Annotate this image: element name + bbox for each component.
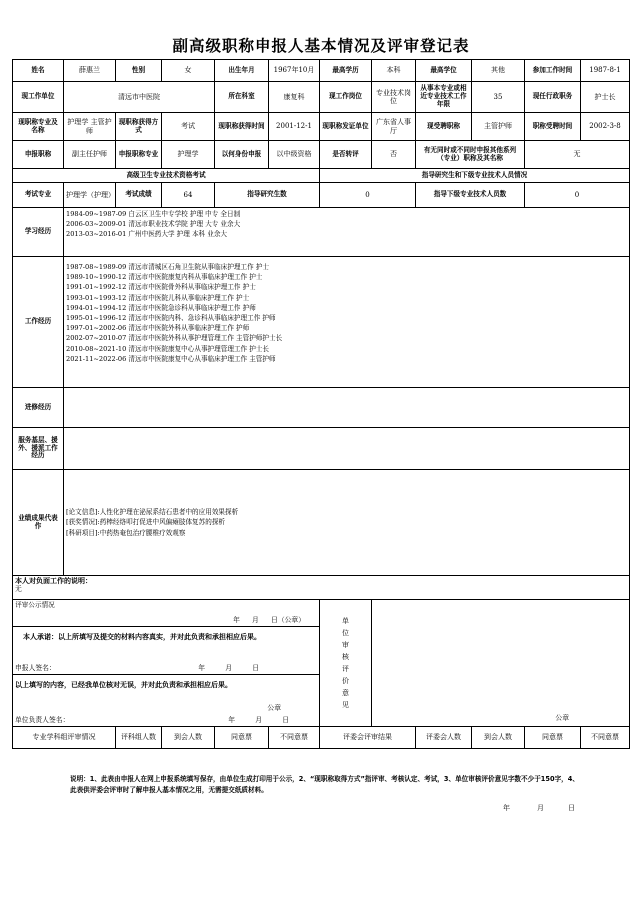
label-expert-review: 专业学科组评审情况 bbox=[13, 727, 116, 749]
label-expert-agree: 同意票 bbox=[215, 727, 269, 749]
label-gender: 性别 bbox=[116, 60, 162, 82]
value-work-start: 1987-8-1 bbox=[581, 60, 630, 82]
label-obtain-time: 现职称获得时间 bbox=[215, 113, 269, 141]
registration-table bbox=[12, 59, 630, 749]
label-committee-review: 评委会评审结果 bbox=[320, 727, 416, 749]
label-work: 工作经历 bbox=[13, 257, 64, 388]
verify-text: 以上填写的内容，已经我单位核对无误，并对此负责和承担相应后果。 bbox=[15, 681, 232, 689]
value-unit: 清远市中医院 bbox=[64, 82, 215, 113]
pledge-cell bbox=[13, 627, 320, 675]
pledge-sign-row: 申报人签名： 年 月 日 bbox=[15, 663, 259, 672]
list-item: 1994-01~1994-12 清远市中医院急诊科从事临床护理工作 护师 bbox=[66, 303, 256, 312]
label-exam-major: 考试专业 bbox=[13, 183, 64, 208]
label-committee-present: 到会人数 bbox=[472, 727, 525, 749]
list-item: 2013-03~2016-01 广州中医药大学 护理 本科 业余大 bbox=[66, 230, 228, 239]
unit-leader-sign-label: 单位负责人签名： bbox=[15, 715, 70, 724]
value-apply-title: 副主任护师 bbox=[64, 141, 116, 169]
value-gender: 女 bbox=[162, 60, 215, 82]
label-transfer: 是否转评 bbox=[320, 141, 372, 169]
value-guide-grad: 0 bbox=[320, 183, 416, 208]
label-exam-score: 考试成绩 bbox=[116, 183, 162, 208]
study-list bbox=[64, 208, 630, 257]
applicant-sign-label: 申报人签名： bbox=[15, 663, 56, 672]
publicity-date: 年 月 日（公章） bbox=[233, 615, 305, 624]
list-item: 1989-10~1990-12 清远市中医院康复内科从事临床护理工作 护士 bbox=[66, 273, 263, 282]
training-content bbox=[64, 388, 630, 428]
label-dept: 所在科室 bbox=[215, 82, 269, 113]
label-training: 进修经历 bbox=[13, 388, 64, 428]
value-transfer: 否 bbox=[372, 141, 416, 169]
label-apply-title: 申报职称 bbox=[13, 141, 64, 169]
label-edu: 最高学历 bbox=[320, 60, 372, 82]
label-work-start: 参加工作时间 bbox=[525, 60, 581, 82]
label-apply-major: 申报职称专业 bbox=[116, 141, 162, 169]
label-committee-count: 评委会人数 bbox=[416, 727, 472, 749]
label-expert-disagree: 不同意票 bbox=[269, 727, 320, 749]
list-item: 1995-01~1996-12 清远市中医院内科、急诊科从事临床护理工作 护师 bbox=[66, 314, 276, 323]
label-degree: 最高学位 bbox=[416, 60, 472, 82]
list-item: 2010-08~2021-10 清远市中医院康复中心从事护理管理工作 护士长 bbox=[66, 344, 269, 353]
label-years: 从事本专业或相近专业技术工作年限 bbox=[416, 82, 472, 113]
unit-review-content bbox=[372, 600, 630, 727]
verify-cell bbox=[13, 675, 320, 727]
label-birth: 出生年月 bbox=[215, 60, 269, 82]
list-item: 1984-09~1987-09 白云区卫生中专学校 护理 中专 全日制 bbox=[66, 210, 241, 218]
list-item: 1987-08~1989-09 清远市清城区石角卫生院从事临床护理工作 护士 bbox=[66, 263, 269, 271]
list-item: 2002-07~2010-07 清远市中医院外科从事护理管理工作 主管护师护士长 bbox=[66, 334, 283, 343]
pledge-text: 本人承诺：以上所填写及提交的材料内容真实，并对此负责和承担相应后果。 bbox=[23, 633, 261, 641]
value-exam-major: 护理学（护理） bbox=[64, 183, 116, 208]
list-item: [科研项目]:中药热奄包治疗腰椎疗效观察 bbox=[66, 528, 186, 537]
label-post: 现工作岗位 bbox=[320, 82, 372, 113]
list-item: 2006-03~2009-01 清远市职业技术学院 护理 大专 业余大 bbox=[66, 220, 241, 229]
list-item: 2021-11~2022-06 清远市中医院康复中心从事临床护理工作 主管护师 bbox=[66, 354, 276, 363]
label-committee-disagree: 不同意票 bbox=[581, 727, 630, 749]
value-apply-major: 护理学 bbox=[162, 141, 215, 169]
value-obtain-time: 2001-12-1 bbox=[269, 113, 320, 141]
final-day: 日 bbox=[568, 804, 575, 812]
value-edu: 本科 bbox=[372, 60, 416, 82]
value-identity: 以中级资格 bbox=[269, 141, 320, 169]
service-content bbox=[64, 428, 630, 470]
value-birth: 1967年10月 bbox=[269, 60, 320, 82]
negative-explanation bbox=[13, 576, 630, 600]
exam-section-header: 高级卫生专业技术资格考试 bbox=[13, 169, 320, 183]
label-unit-review: 单位审核评价意见 bbox=[342, 617, 349, 709]
value-name: 薛惠兰 bbox=[64, 60, 116, 82]
list-item: 1997-01~2002-06 清远市中医院外科从事临床护理工作 护师 bbox=[66, 324, 250, 333]
value-hired-post: 主管护师 bbox=[472, 113, 525, 141]
achievements-list bbox=[64, 470, 630, 576]
label-issuer: 现职称发证单位 bbox=[320, 113, 372, 141]
label-guide-grad: 指导研究生数 bbox=[215, 183, 320, 208]
label-cur-title: 现职称专业及名称 bbox=[13, 113, 64, 141]
list-item: [获奖情况]:药棒经络叩打促进中风偏瘫肢体复苏的探析 bbox=[66, 518, 226, 527]
label-unit: 现工作单位 bbox=[13, 82, 64, 113]
label-committee-agree: 同意票 bbox=[525, 727, 581, 749]
label-explain: 本人对负面工作的说明： bbox=[15, 577, 92, 585]
label-name: 姓名 bbox=[13, 60, 64, 82]
label-hired-post: 现受聘职称 bbox=[416, 113, 472, 141]
value-other-series: 无 bbox=[525, 141, 630, 169]
label-expert-present: 到会人数 bbox=[162, 727, 215, 749]
value-guide-staff: 0 bbox=[525, 183, 630, 208]
list-item: 1991-01~1992-12 清远市中医院骨外科从事临床护理工作 护士 bbox=[66, 283, 256, 292]
verify-seal: 公章 bbox=[267, 703, 281, 712]
value-obtain-method: 考试 bbox=[162, 113, 215, 141]
label-service: 服务基层、援外、援派工作经历 bbox=[13, 428, 64, 470]
unit-review-seal: 公章 bbox=[555, 713, 569, 722]
value-exam-score: 64 bbox=[162, 183, 215, 208]
value-explain: 无 bbox=[15, 585, 22, 594]
unit-review-label-cell bbox=[320, 600, 372, 727]
value-post: 专业技术岗位 bbox=[372, 82, 416, 113]
label-publicity: 评审公示情况 bbox=[15, 601, 55, 609]
final-month: 月 bbox=[537, 804, 544, 812]
label-guide-staff: 指导下级专业技术人员数 bbox=[416, 183, 525, 208]
value-degree: 其他 bbox=[472, 60, 525, 82]
verify-sign-row: 单位负责人签名： 年 月 日 bbox=[15, 715, 289, 724]
label-achievements: 业绩成果代表作 bbox=[13, 470, 64, 576]
label-study: 学习经历 bbox=[13, 208, 64, 257]
label-obtain-method: 现职称获得方式 bbox=[116, 113, 162, 141]
work-list bbox=[64, 257, 630, 388]
guide-section-header: 指导研究生和下级专业技术人员情况 bbox=[320, 169, 630, 183]
label-expert-count: 评科组人数 bbox=[116, 727, 162, 749]
label-other-series: 有无同时或不同时申报其他系列（专业）职称及其名称 bbox=[416, 141, 525, 169]
list-item: 1993-01~1993-12 清远市中医院儿科从事临床护理工作 护士 bbox=[66, 293, 250, 302]
label-identity: 以何身份申报 bbox=[215, 141, 269, 169]
value-issuer: 广东省人事厅 bbox=[372, 113, 416, 141]
value-hired-time: 2002-3-8 bbox=[581, 113, 630, 141]
form-title: 副高级职称申报人基本情况及评审登记表 bbox=[172, 37, 470, 55]
label-admin-post: 现任行政职务 bbox=[525, 82, 581, 113]
footnote: 说明：1、此表由申报人在网上申报系统填写保存，由单位生成打印用于公示，2、“现职称取得方式”指评审、考核认定、考试，3、单位审核评价意见字数不少于150字，4、此表供评委会评审时了解申报人基本情况之用，无需提交纸质材料。 bbox=[70, 775, 579, 794]
publicity-cell bbox=[13, 600, 320, 627]
value-dept: 康复科 bbox=[269, 82, 320, 113]
final-year: 年 bbox=[503, 804, 510, 812]
value-years: 35 bbox=[472, 82, 525, 113]
value-cur-title: 护理学 主管护师 bbox=[64, 113, 116, 141]
list-item: [论文信息]:人性化护理在泌尿系结石患者中的应用效果探析 bbox=[66, 508, 239, 517]
value-admin-post: 护士长 bbox=[581, 82, 630, 113]
label-hired-time: 职称受聘时间 bbox=[525, 113, 581, 141]
